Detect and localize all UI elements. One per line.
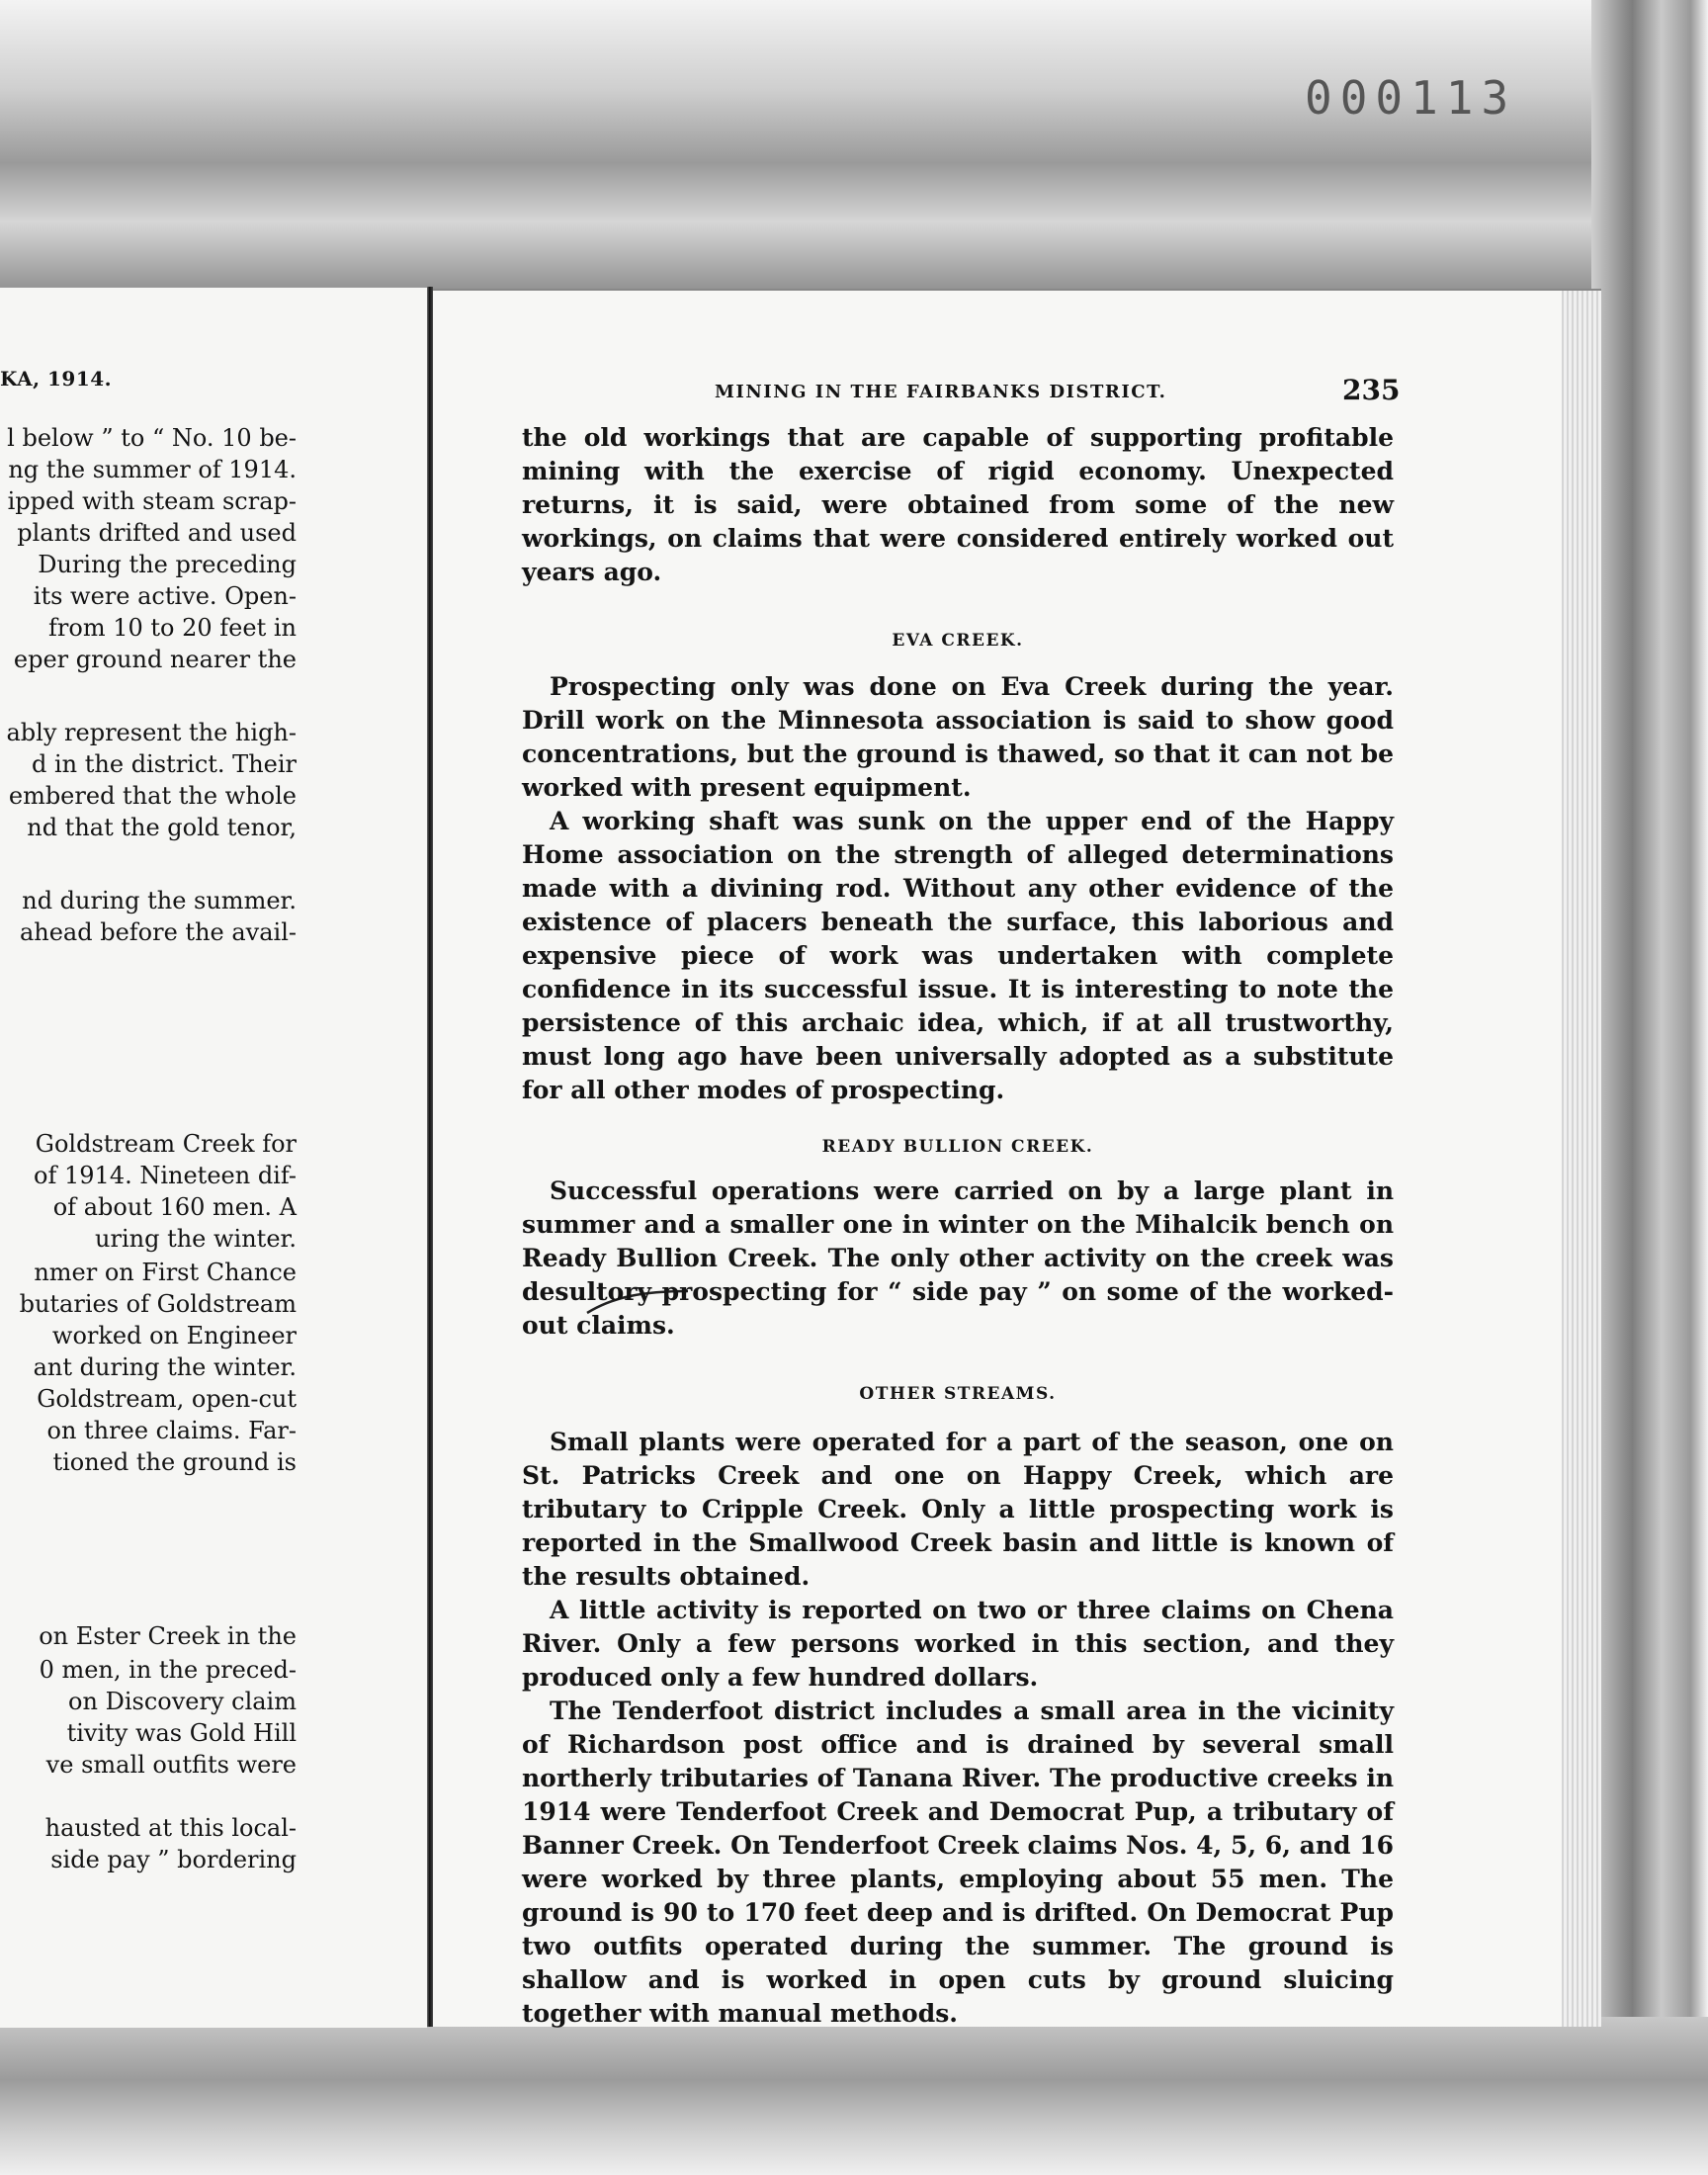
left-page-line: ably represent the high- (6, 719, 297, 746)
left-page-line: d in the district. Their (32, 750, 297, 778)
left-page-line: eper ground nearer the (13, 646, 297, 673)
scan-background-bottom (0, 2017, 1708, 2175)
right-page (433, 289, 1601, 2027)
left-page-line: hausted at this local- (44, 1814, 297, 1842)
left-page-line: tioned the ground is (52, 1448, 297, 1476)
left-page-line: of about 160 men. A (52, 1193, 297, 1221)
section-paragraph: A little activity is reported on two or three claims on Chena River. Only a few persons worked in this section, and they produced only a few hundred dollars. (522, 1596, 1394, 1692)
page-number: 235 (1342, 374, 1401, 406)
left-page-line: ve small outfits were (45, 1751, 297, 1779)
left-page-line: of 1914. Nineteen dif- (34, 1162, 297, 1189)
left-page-line: ahead before the avail- (19, 918, 297, 946)
left-page-line: nmer on First Chance (34, 1259, 297, 1286)
section-paragraph: Prospecting only was done on Eva Creek during the year. Drill work on the Minnesota association is said to show good concentrations, but the ground is thawed, so that it can not be worked with present equipment. (522, 672, 1394, 802)
section-paragraph: A working shaft was sunk on the upper end of the Happy Home association on the strength of alleged determinations made with a divining rod. Without any other evidence of the existence of placers beneath the surface, this laborious and expensive piece of work was undertaken with complete confidence in its successful issue. It is interesting to note the persistence of this archaic idea, which, if at all trustworthy, must long ago have been universally adopted as a substitute for all other modes of prospecting. (522, 807, 1394, 1104)
left-page-line: nd that the gold tenor, (27, 814, 297, 841)
left-page-line: on Ester Creek in the (39, 1622, 297, 1650)
section-paragraph: Successful operations were carried on by a large plant in summer and a smaller one in winter on the Mihalcik bench on Ready Bullion Creek. The only other activity on the creek was desultory prospecting for “ side pay ” on some of the worked-out claims. (522, 1176, 1394, 1340)
left-page-line: During the preceding (38, 551, 297, 578)
left-page-line: worked on Engineer (51, 1322, 297, 1349)
left-page-line: side pay ” bordering (50, 1846, 297, 1873)
left-page-line: embered that the whole (8, 782, 297, 810)
intro-paragraph: the old workings that are capable of supporting profitable mining with the exercise of rigid economy. Unexpected returns, it is said, were obtained from some of the new workings, on claims that were considered entirely worked out years ago. (522, 423, 1394, 586)
section-heading-other-streams: OTHER STREAMS. (859, 1384, 1057, 1404)
section-heading-eva-creek: EVA CREEK. (892, 631, 1024, 651)
page-edge-stack (1562, 291, 1601, 2027)
left-page-header: KA, 1914. (0, 367, 113, 391)
left-page-line: from 10 to 20 feet in (48, 614, 297, 642)
left-page-line: tivity was Gold Hill (66, 1719, 297, 1747)
left-page-line: on three claims. Far- (46, 1417, 297, 1444)
left-page-line: ipped with steam scrap- (7, 487, 297, 515)
left-page-line: l below ” to “ No. 10 be- (7, 424, 297, 452)
left-page (0, 287, 427, 2028)
left-page-line: 0 men, in the preced- (39, 1656, 297, 1684)
left-page-line: its were active. Open- (33, 582, 297, 610)
section-paragraph: Small plants were operated for a part of the season, one on St. Patricks Creek and one on Happy Creek, which are tributary to Cripple Creek. Only a little prospecting work is reported in the Smallwood Creek basin and little is known of the results obtained. (522, 1428, 1394, 1591)
left-page-line: plants drifted and used (17, 519, 297, 547)
left-page-line: nd during the summer. (22, 887, 297, 914)
left-page-line: ant during the winter. (33, 1353, 297, 1381)
left-page-line: Goldstream Creek for (35, 1130, 297, 1158)
scan-background-top (0, 0, 1708, 297)
left-page-line: uring the winter. (95, 1225, 297, 1253)
document-stamp-number: 000113 (1305, 71, 1517, 125)
main-text-column (522, 421, 1394, 2031)
running-head: MINING IN THE FAIRBANKS DISTRICT. (715, 382, 1167, 402)
left-page-line: ng the summer of 1914. (8, 456, 297, 483)
left-page-line: Goldstream, open-cut (37, 1385, 297, 1413)
left-page-line: butaries of Goldstream (19, 1290, 297, 1318)
scan-background-right (1591, 0, 1708, 2175)
section-heading-ready-bullion-creek: READY BULLION CREEK. (821, 1137, 1094, 1157)
left-page-line: on Discovery claim (68, 1688, 297, 1715)
section-paragraph: The Tenderfoot district includes a small area in the vicinity of Richardson post office and is drained by several small northerly tributaries of Tanana River. The productive creeks in 1914 were Tenderfoot Creek and Democrat Pup, a tributary of Banner Creek. On Tenderfoot Creek claims Nos. 4, 5, 6, and 16 were worked by three plants, employing about 55 men. The ground is 90 to 170 feet deep and is drifted. On Democrat Pup two outfits operated during the summer. The ground is shallow and is worked in open cuts by ground sluicing together with manual methods. (522, 1696, 1394, 2028)
